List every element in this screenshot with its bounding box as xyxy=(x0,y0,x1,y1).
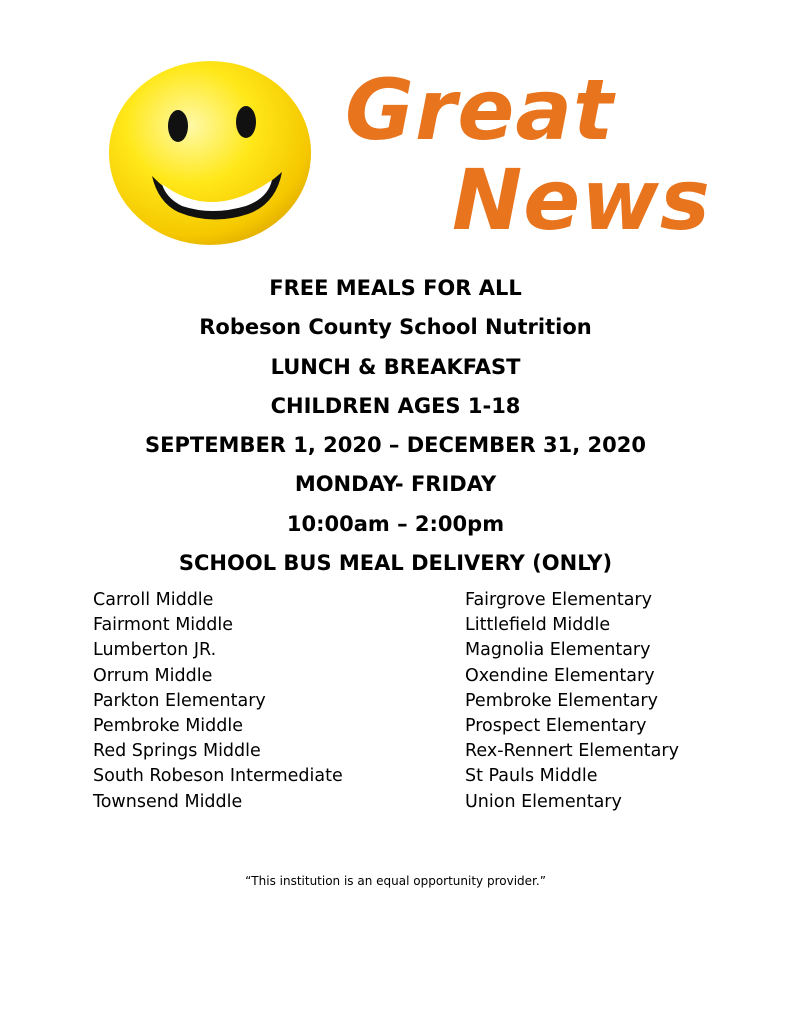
list-item: Rex-Rennert Elementary xyxy=(465,741,679,762)
school-list-left xyxy=(93,588,343,815)
list-item: Oxendine Elementary xyxy=(465,665,655,686)
headline-delivery: SCHOOL BUS MEAL DELIVERY (ONLY) xyxy=(178,551,613,576)
logo-news-text: News xyxy=(452,151,711,249)
list-item: Townsend Middle xyxy=(93,791,243,812)
list-item: Orrum Middle xyxy=(93,665,213,686)
list-item: Prospect Elementary xyxy=(465,715,647,736)
headline-block xyxy=(0,272,791,586)
logo-great-text: Great xyxy=(345,61,615,159)
list-item: St Pauls Middle xyxy=(465,766,598,787)
headline-days: MONDAY- FRIDAY xyxy=(294,472,497,497)
headline-free-meals: FREE MEALS FOR ALL xyxy=(269,276,522,300)
smiley-face-icon xyxy=(108,60,312,246)
school-list-right xyxy=(465,588,679,815)
left-eye xyxy=(168,110,188,142)
list-item: Lumberton JR. xyxy=(93,640,217,661)
list-item: Fairgrove Elementary xyxy=(465,590,652,610)
headline-program: Robeson County School Nutrition xyxy=(199,315,592,340)
headline-hours: 10:00am – 2:00pm xyxy=(286,511,505,536)
headline-dates: SEPTEMBER 1, 2020 – DECEMBER 31, 2020 xyxy=(145,433,646,458)
equal-opportunity-statement: “This institution is an equal opportunity provider.” xyxy=(245,874,546,888)
list-item: Fairmont Middle xyxy=(93,615,234,636)
list-item: Carroll Middle xyxy=(93,590,214,610)
right-eye xyxy=(236,106,256,138)
list-item: Magnolia Elementary xyxy=(465,640,651,661)
list-item: Littlefield Middle xyxy=(465,615,611,636)
list-item: Pembroke Elementary xyxy=(465,690,658,711)
headline-ages: CHILDREN AGES 1-18 xyxy=(270,393,521,418)
list-item: Pembroke Middle xyxy=(93,715,244,736)
list-item: Union Elementary xyxy=(465,791,622,812)
list-item: Parkton Elementary xyxy=(93,690,266,711)
list-item: South Robeson Intermediate xyxy=(93,766,343,787)
list-item: Red Springs Middle xyxy=(93,741,261,762)
headline-meals: LUNCH & BREAKFAST xyxy=(270,354,521,379)
